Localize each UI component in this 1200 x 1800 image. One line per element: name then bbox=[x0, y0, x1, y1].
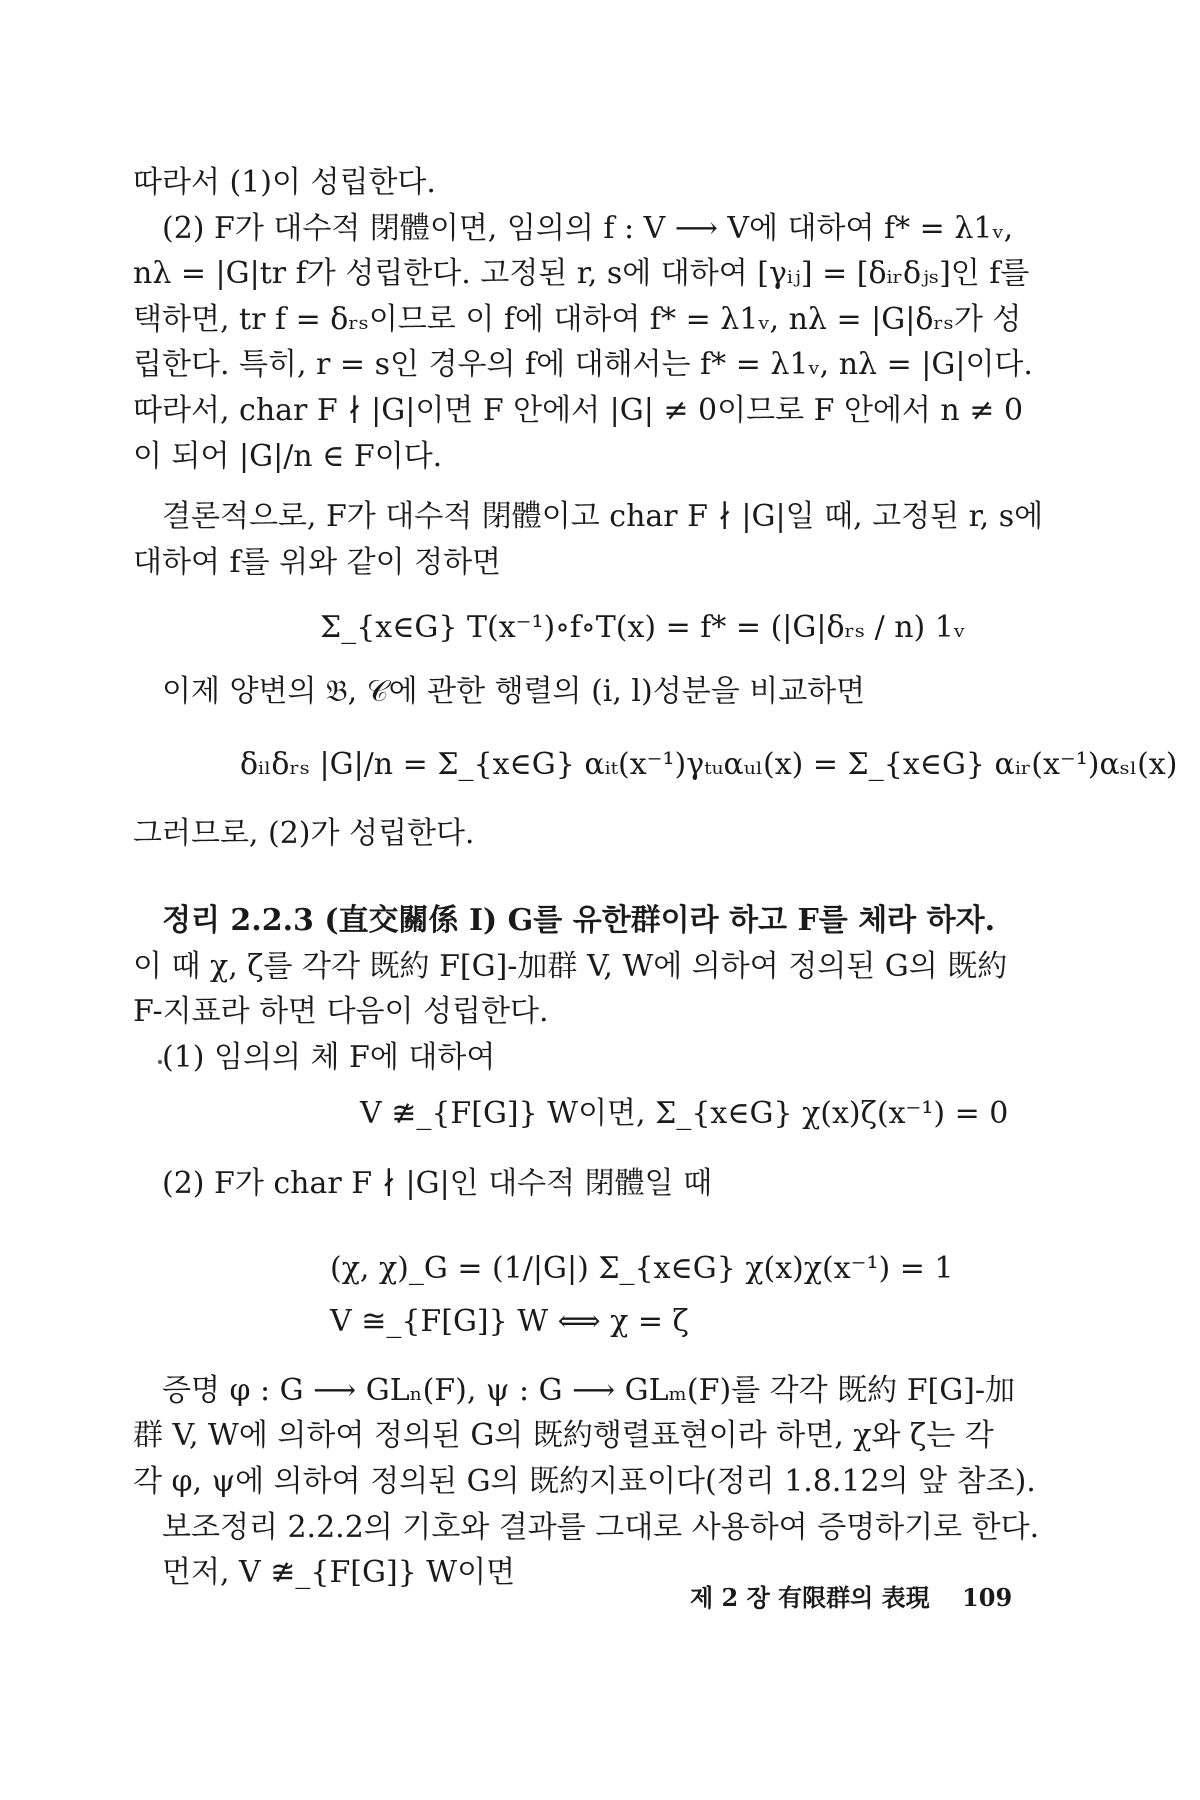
equation-inner-product: (χ, χ)_G = (1/|G|) Σ_{x∈G} χ(x)χ(x⁻¹) = 1 bbox=[330, 1251, 954, 1286]
proof-line-1: 증명 φ : G ⟶ GLₙ(F), ψ : G ⟶ GLₘ(F)를 각각 既約 F[G]-加 bbox=[162, 1373, 1016, 1408]
equation-compare: δᵢₗδᵣₛ |G|/n = Σ_{x∈G} αᵢₜ(x⁻¹)γₜᵤαᵤₗ(x) = Σ_{x∈G} αᵢᵣ(x⁻¹)αₛₗ(x) bbox=[240, 747, 1178, 782]
text-line-11: 그러므로, (2)가 성립한다. bbox=[133, 816, 475, 851]
text-line-1: 따라서 (1)이 성립한다. bbox=[133, 165, 436, 200]
text-line-9: 대하여 f를 위와 같이 정하면 bbox=[133, 545, 502, 580]
proof-line-5: 먼저, V ≇_{F[G]} W이면 bbox=[162, 1555, 516, 1590]
theorem-line-2: 이 때 χ, ζ를 각각 既約 F[G]-加群 V, W에 의하여 정의된 G의 既約 bbox=[133, 949, 1008, 984]
theorem-heading: 정리 2.2.3 (直交關係 I) G를 유한群이라 하고 F를 체라 하자. bbox=[162, 903, 996, 938]
text-line-3: nλ = |G|tr f가 성립한다. 고정된 r, s에 대하여 [γᵢⱼ] = [δᵢᵣδⱼₛ]인 f를 bbox=[133, 256, 1030, 291]
theorem-line-3: F-지표라 하면 다음이 성립한다. bbox=[133, 994, 549, 1029]
page-number: 109 bbox=[962, 1583, 1013, 1612]
equation-sum-T: Σ_{x∈G} T(x⁻¹)∘f∘T(x) = f* = (|G|δᵣₛ / n) 1ᵥ bbox=[320, 610, 966, 645]
text-line-5: 립한다. 특히, r = s인 경우의 f에 대해서는 f* = λ1ᵥ, nλ = |G|이다. bbox=[133, 347, 1033, 382]
theorem-item-2: (2) F가 char F ∤ |G|인 대수적 閉體일 때 bbox=[162, 1166, 713, 1201]
margin-mark bbox=[158, 1060, 162, 1064]
proof-line-2: 群 V, W에 의하여 정의된 G의 既約행렬표현이라 하면, χ와 ζ는 각 bbox=[133, 1418, 994, 1453]
text-line-10: 이제 양변의 𝔅, 𝒞에 관한 행렬의 (i, l)성분을 비교하면 bbox=[162, 674, 866, 709]
equation-orthogonality-1: V ≇_{F[G]} W이면, Σ_{x∈G} χ(x)ζ(x⁻¹) = 0 bbox=[360, 1096, 1009, 1131]
text-line-6: 따라서, char F ∤ |G|이면 F 안에서 |G| ≠ 0이므로 F 안에서 n ≠ 0 bbox=[133, 393, 1024, 428]
text-line-8: 결론적으로, F가 대수적 閉體이고 char F ∤ |G|일 때, 고정된 r, s에 bbox=[162, 499, 1044, 534]
chapter-title: 제 2 장 有限群의 表現 bbox=[690, 1583, 930, 1612]
proof-line-3: 각 φ, ψ에 의하여 정의된 G의 既約지표이다(정리 1.8.12의 앞 참조). bbox=[133, 1464, 1036, 1499]
text-line-2: (2) F가 대수적 閉體이면, 임의의 f : V ⟶ V에 대하여 f* = λ1ᵥ, bbox=[162, 211, 1014, 246]
text-line-7: 이 되어 |G|/n ∈ F이다. bbox=[133, 439, 443, 474]
text-line-4: 택하면, tr f = δᵣₛ이므로 이 f에 대하여 f* = λ1ᵥ, nλ = |G|δᵣₛ가 성 bbox=[133, 302, 1022, 337]
running-footer bbox=[690, 1578, 1012, 1613]
theorem-item-1: (1) 임의의 체 F에 대하여 bbox=[162, 1040, 496, 1075]
proof-line-4: 보조정리 2.2.2의 기호와 결과를 그대로 사용하여 증명하기로 한다. bbox=[162, 1510, 1040, 1545]
equation-iso-equivalence: V ≅_{F[G]} W ⟺ χ = ζ bbox=[330, 1304, 689, 1339]
